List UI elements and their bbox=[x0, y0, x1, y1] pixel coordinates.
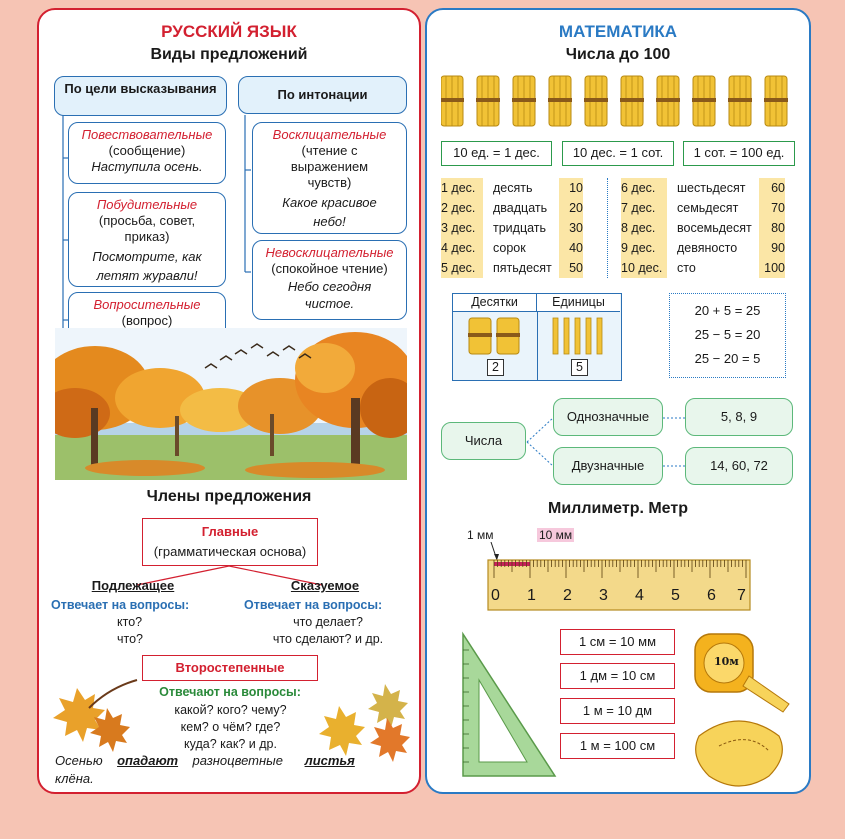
tens-row: 9 дес. девяносто 90 bbox=[621, 238, 801, 258]
sentence-members-title: Члены предложения bbox=[146, 488, 312, 505]
ones-column-header: Единицы bbox=[537, 294, 620, 312]
set-square-icon bbox=[457, 630, 557, 780]
interrogative-box: Вопросительные (вопрос) bbox=[68, 292, 226, 350]
unit-dm-cm: 1 дм = 10 см bbox=[560, 663, 675, 689]
subject-questions: кто? что? bbox=[117, 615, 144, 646]
tens-row: 1 дес. десять 10 bbox=[441, 178, 611, 198]
tens-row: 4 дес. сорок 40 bbox=[441, 238, 611, 258]
single-digit-box: Однозначные bbox=[553, 398, 663, 436]
math-title: МАТЕМАТИКА bbox=[558, 22, 678, 41]
sentence-types-title: Виды предложений bbox=[150, 46, 308, 63]
five-sticks-icon bbox=[551, 316, 611, 356]
tens-row: 5 дес. пятьдесят 50 bbox=[441, 258, 611, 278]
predicate-questions: что делает? что сделают? и др. bbox=[272, 615, 384, 646]
mm-label: 1 мм bbox=[467, 528, 494, 542]
tape-measure-icon bbox=[689, 628, 795, 790]
tens-row: 2 дес. двадцать 20 bbox=[441, 198, 611, 218]
relation-ones-tens: 10 ед. = 1 дес. bbox=[441, 141, 552, 166]
relation-tens-hundreds: 10 дес. = 1 сот. bbox=[562, 141, 674, 166]
ten-mm-label: 10 мм bbox=[539, 528, 573, 542]
tens-row: 8 дес. восемьдесят 80 bbox=[621, 218, 801, 238]
maple-leaves-right-icon bbox=[315, 678, 415, 763]
tens-value-box: 2 bbox=[487, 359, 504, 376]
narrative-box: Повествовательные (сообщение) Наступила осень. bbox=[68, 122, 226, 184]
predicate-answers-label: Отвечает на вопросы: bbox=[244, 598, 383, 612]
tens-table-left bbox=[441, 178, 611, 278]
subject-answers-label: Отвечает на вопросы: bbox=[51, 598, 190, 612]
tape-label: 10м bbox=[714, 655, 739, 668]
tens-row: 6 дес. шестьдесят 60 bbox=[621, 178, 801, 198]
predicate-label: Сказуемое bbox=[290, 578, 360, 593]
russian-title: РУССКИЙ ЯЗЫК bbox=[161, 22, 297, 41]
place-value-table bbox=[452, 293, 622, 381]
maple-leaves-left-icon bbox=[47, 678, 142, 758]
unit-m-dm: 1 м = 10 дм bbox=[560, 698, 675, 724]
tens-row: 3 дес. тридцать 30 bbox=[441, 218, 611, 238]
purpose-header: По цели высказывания bbox=[54, 76, 227, 116]
ten-bundles-illustration bbox=[441, 74, 801, 130]
ones-value-box: 5 bbox=[571, 359, 588, 376]
russian-panel bbox=[37, 8, 421, 794]
tens-row: 10 дес. сто 100 bbox=[621, 258, 801, 278]
tens-column-header: Десятки bbox=[453, 294, 537, 312]
example-sentence: Осенью опадают разноцветные листья клёна. bbox=[55, 753, 355, 786]
math-panel bbox=[425, 8, 811, 794]
two-bundles-icon bbox=[467, 316, 527, 356]
autumn-forest-illustration bbox=[55, 328, 407, 480]
relation-hundred-ones: 1 сот. = 100 ед. bbox=[683, 141, 795, 166]
numbers-title: Числа до 100 bbox=[565, 46, 671, 63]
double-digit-box: Двузначные bbox=[553, 447, 663, 485]
single-digit-examples: 5, 8, 9 bbox=[685, 398, 793, 436]
secondary-members-box: Второстепенные bbox=[142, 655, 318, 681]
secondary-answers-label: Отвечают на вопросы: bbox=[159, 685, 301, 699]
unit-cm-mm: 1 см = 10 мм bbox=[560, 629, 675, 655]
ruler-numbers: 0 1 2 3 4 5 6 7 bbox=[491, 587, 746, 604]
non-exclamatory-box: Невосклицательные (спокойное чтение) Небо сегодня чистое. bbox=[252, 240, 407, 320]
unit-m-cm: 1 м = 100 см bbox=[560, 733, 675, 759]
tens-row: 7 дес. семьдесят 70 bbox=[621, 198, 801, 218]
main-members-box: Главные (грамматическая основа) bbox=[142, 518, 318, 566]
tens-table-right bbox=[621, 178, 801, 278]
equations-box: 20 + 5 = 25 25 − 5 = 20 25 − 20 = 5 bbox=[669, 293, 786, 378]
numbers-label-box: Числа bbox=[441, 422, 526, 460]
subject-label: Подлежащее bbox=[91, 578, 175, 593]
secondary-questions: какой? кого? чему? кем? о чём? где? куда? как? и др. bbox=[174, 703, 287, 751]
exclamatory-box: Восклицательные (чтение с выражением чувств) Какое красивое небо! bbox=[252, 122, 407, 234]
imperative-box: Побудительные (просьба, совет, приказ) Посмотрите, как летят журавли! bbox=[68, 192, 226, 287]
intonation-header: По интонации bbox=[238, 76, 407, 114]
ruler-title: Миллиметр. Метр bbox=[548, 500, 688, 517]
place-value-divider bbox=[537, 312, 538, 380]
tens-table-divider bbox=[607, 178, 608, 278]
double-digit-examples: 14, 60, 72 bbox=[685, 447, 793, 485]
